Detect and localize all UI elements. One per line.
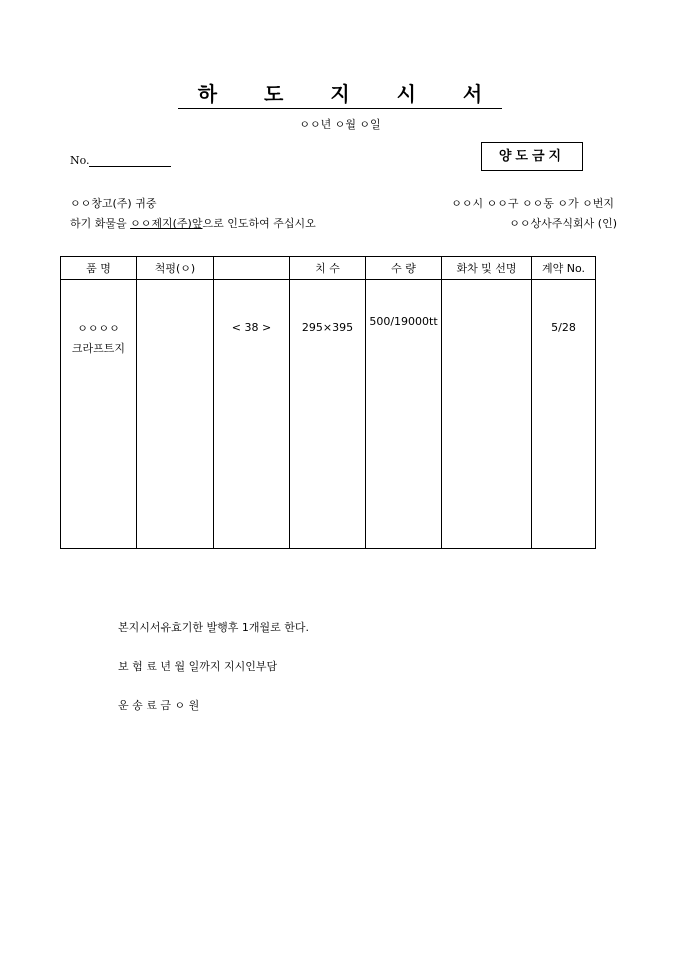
cell-quantity — [366, 280, 442, 549]
number-label: No. — [70, 154, 90, 167]
cell-contract-no — [532, 280, 596, 549]
delivery-instruction — [70, 215, 316, 231]
recipient-warehouse: ㅇㅇ창고(주) 귀중 — [70, 197, 157, 210]
quantity-value: 500/19000tt — [369, 315, 438, 328]
cell-spec — [137, 280, 214, 549]
header-grade — [214, 257, 290, 280]
size-value: 295×395 — [301, 321, 354, 334]
header-quantity: 수 량 — [366, 257, 442, 280]
issuer-address: ㅇㅇ시 ㅇㅇ구 ㅇㅇ동 ㅇ가 ㅇ번지 — [451, 197, 614, 210]
goods-table — [60, 256, 596, 549]
title-text: 하 도 지 시 서 — [178, 82, 502, 109]
number-field-line — [89, 166, 171, 167]
validity-note: 본지시서유효기한 발행후 1개월로 한다. — [118, 621, 309, 634]
header-spec: 척평(ㅇ) — [137, 257, 214, 280]
item-name-line1: ㅇㅇㅇㅇ — [77, 322, 120, 335]
contract-no-value: 5/28 — [551, 321, 576, 334]
cell-grade — [214, 280, 290, 549]
freight-note: 운 송 료 금 ㅇ 원 — [118, 699, 200, 712]
item-name-line2: 크라프트지 — [71, 342, 126, 355]
table-header-row — [61, 257, 596, 280]
issuer-company: ㅇㅇ상사주식회사 (인) — [509, 217, 617, 230]
issue-date: ㅇㅇ년 ㅇ월 ㅇ일 — [299, 118, 381, 131]
instruction-suffix: 으로 인도하여 주십시오 — [202, 217, 316, 230]
header-size: 치 수 — [290, 257, 366, 280]
insurance-note: 보 험 료 년 월 일까지 지시인부담 — [118, 660, 278, 673]
table-row — [61, 280, 596, 549]
cell-vessel — [442, 280, 532, 549]
document-title — [0, 78, 680, 107]
cell-size — [290, 280, 366, 549]
consignee-name: ㅇㅇ제지(주)앞 — [130, 217, 203, 230]
header-item-name: 품 명 — [61, 257, 137, 280]
header-vessel: 화차 및 선명 — [442, 257, 532, 280]
instruction-prefix: 하기 화물을 — [70, 217, 131, 230]
cell-item-name — [61, 280, 137, 549]
header-contract-no: 계약 No. — [532, 257, 596, 280]
non-transferable-stamp: 양도금지 — [481, 142, 583, 171]
grade-value: < 38 > — [231, 321, 272, 334]
